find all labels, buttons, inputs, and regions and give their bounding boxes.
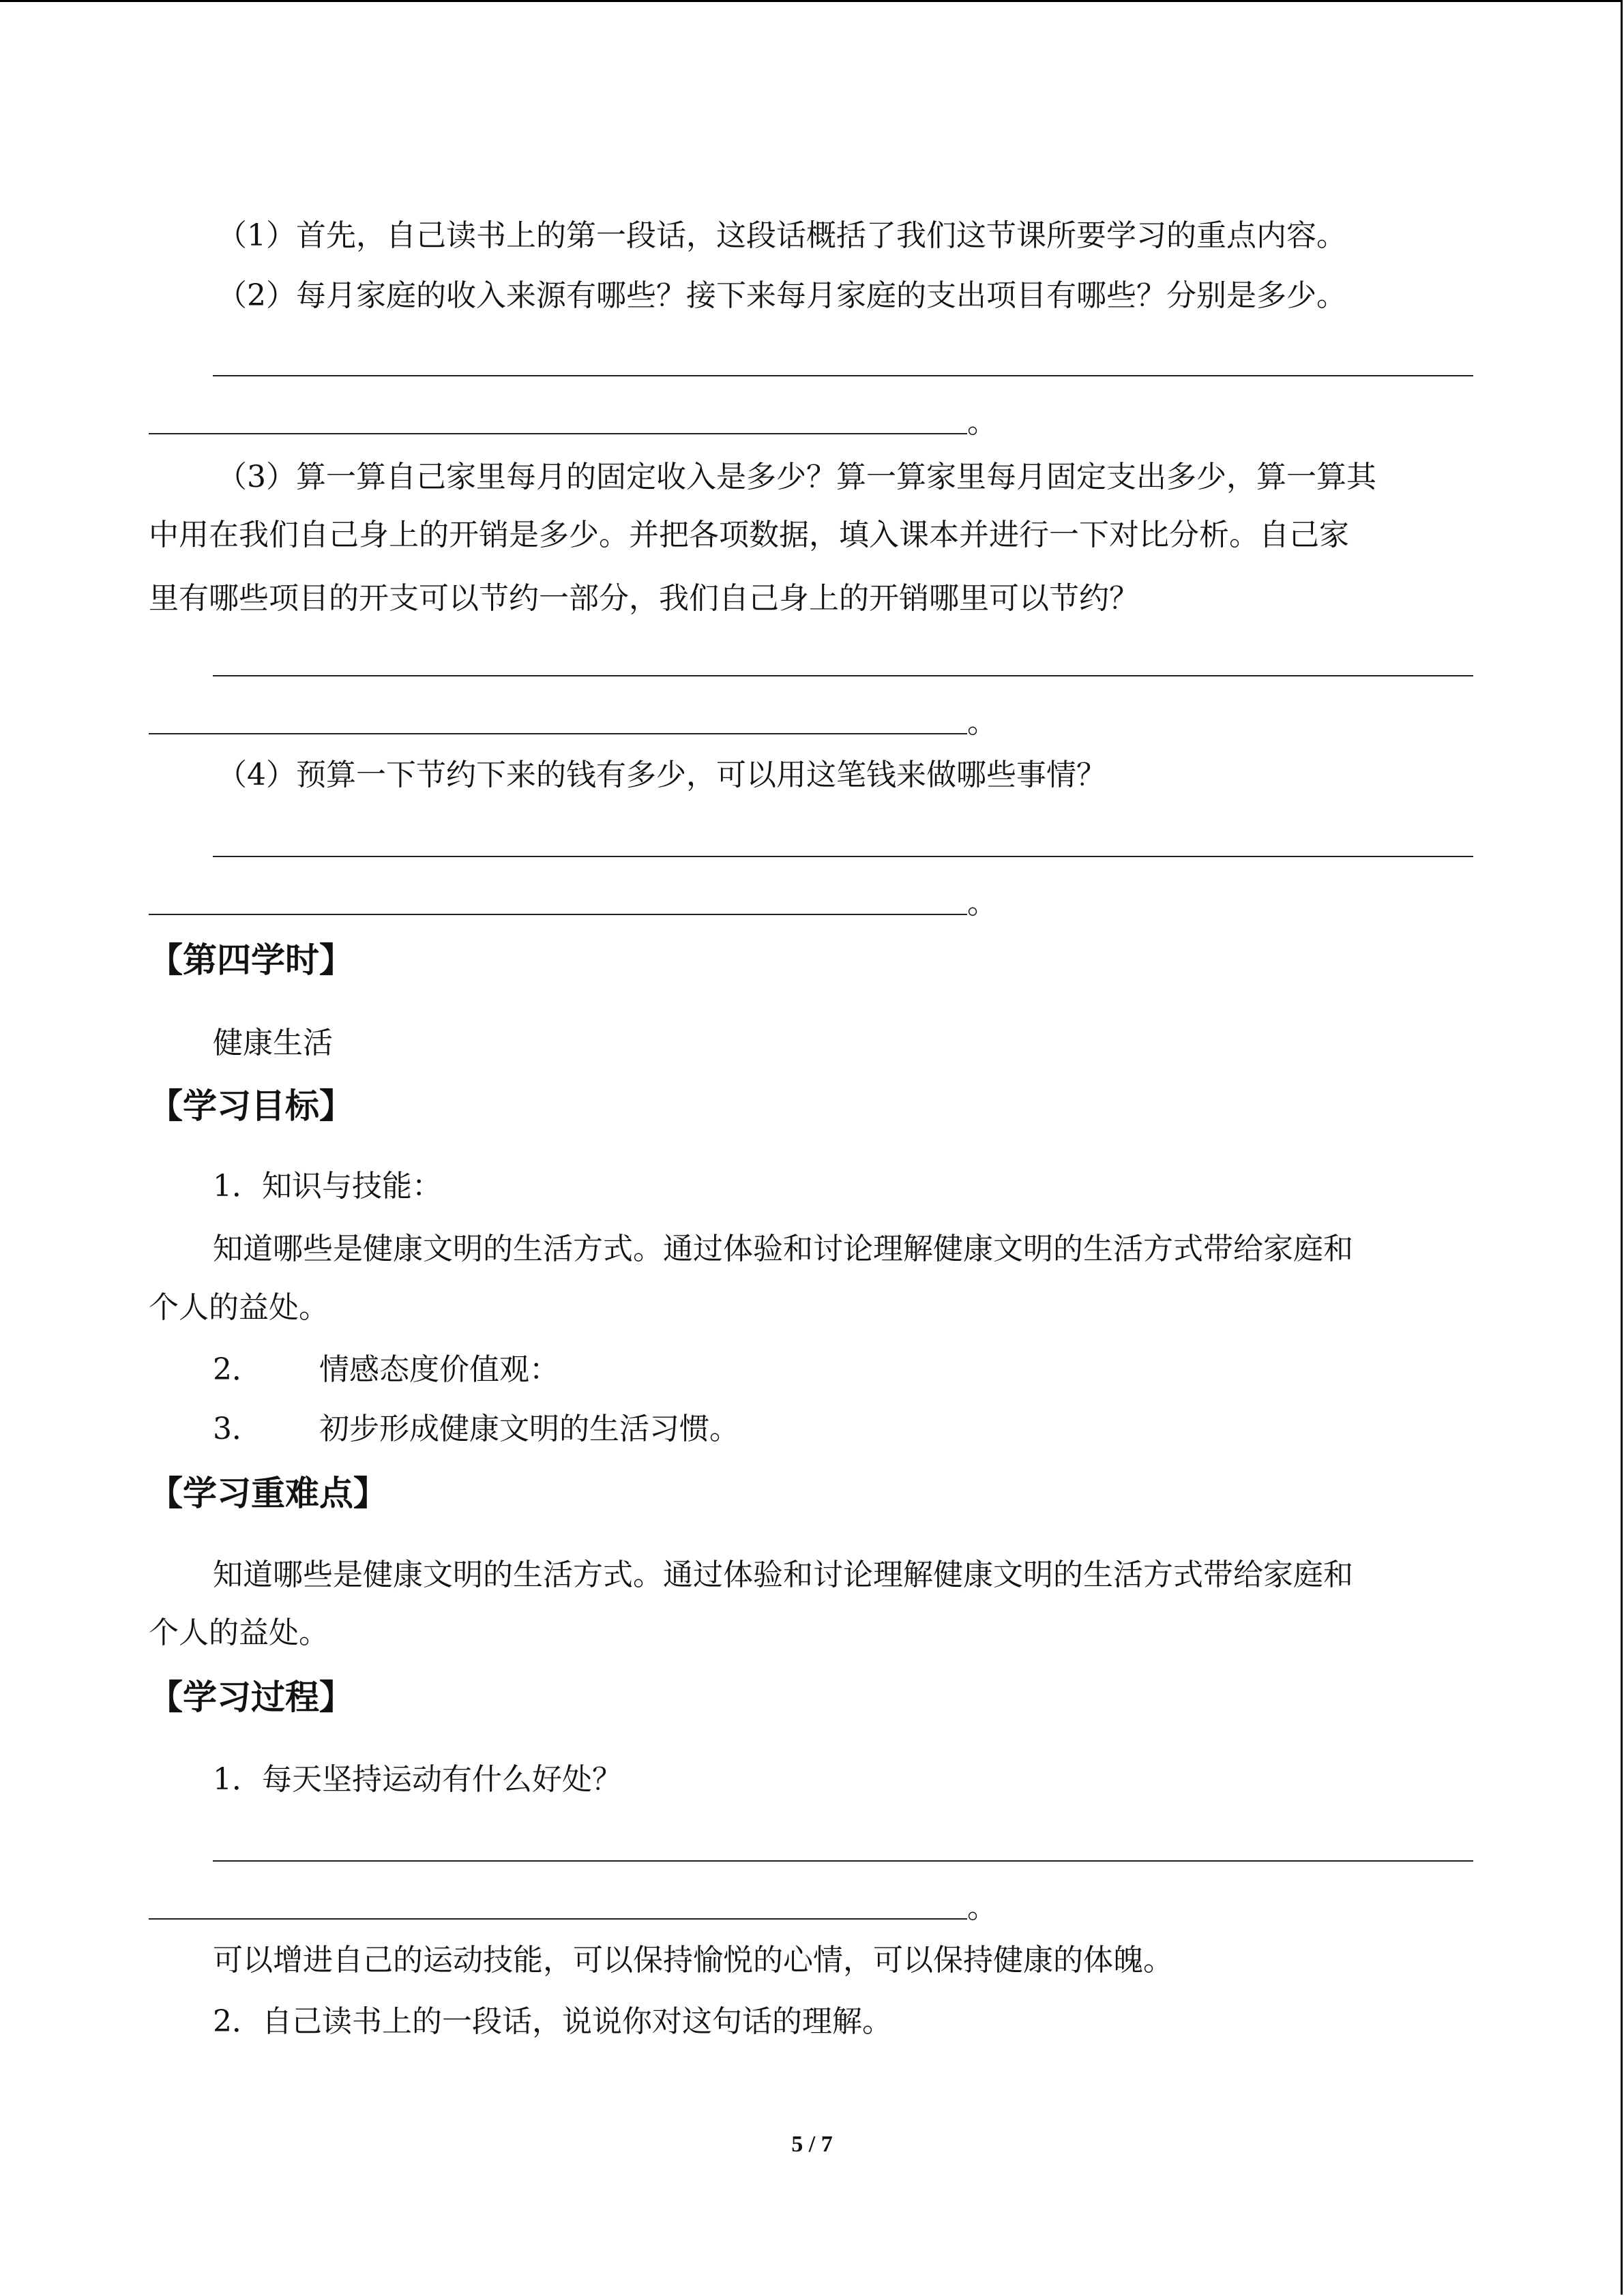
lesson-4-heading: 【第四学时】: [149, 940, 353, 980]
period-mark: 。: [967, 405, 997, 440]
period-mark: 。: [967, 705, 997, 740]
page-number: 5 / 7: [791, 2132, 833, 2157]
question-1-text: （1）首先，自己读书上的第一段话，这段话概括了我们这节课所要学习的重点内容。: [217, 218, 1346, 253]
objective-2-text: 情感态度价值观：: [319, 1352, 559, 1387]
question-2-text: （2）每月家庭的收入来源有哪些？接下来每月家庭的支出项目有哪些？分别是多少。: [217, 278, 1346, 313]
objective-2-number: 2．: [213, 1352, 262, 1387]
objective-3-number: 3．: [213, 1412, 262, 1446]
answer-line[interactable]: [213, 856, 1473, 857]
answer-line[interactable]: [149, 1918, 967, 1920]
objectives-heading: 【学习目标】: [149, 1086, 353, 1126]
answer-line[interactable]: [213, 1860, 1473, 1862]
objective-1-text-line-1: 知道哪些是健康文明的生活方式。通过体验和讨论理解健康文明的生活方式带给家庭和: [213, 1232, 1353, 1266]
keypoints-heading: 【学习重难点】: [149, 1474, 387, 1513]
answer-line[interactable]: [149, 733, 967, 734]
process-question-2: 2．自己读书上的一段话，说说你对这句话的理解。: [213, 2004, 892, 2039]
process-heading: 【学习过程】: [149, 1678, 353, 1717]
objective-1-title: 1．知识与技能：: [213, 1169, 442, 1204]
answer-line[interactable]: [149, 433, 967, 434]
question-3-line-1: （3）算一算自己家里每月的固定收入是多少？算一算家里每月固定支出多少，算一算其: [217, 460, 1376, 494]
period-mark: 。: [967, 886, 997, 921]
answer-line[interactable]: [213, 375, 1473, 376]
process-question-1: 1．每天坚持运动有什么好处？: [213, 1762, 622, 1797]
lesson-4-topic: 健康生活: [213, 1026, 333, 1060]
answer-line[interactable]: [149, 914, 967, 915]
question-3-line-3: 里有哪些项目的开支可以节约一部分，我们自己身上的开销哪里可以节约？: [149, 581, 1139, 616]
keypoints-text-line-1: 知道哪些是健康文明的生活方式。通过体验和讨论理解健康文明的生活方式带给家庭和: [213, 1557, 1353, 1592]
process-answer-1: 可以增进自己的运动技能，可以保持愉悦的心情，可以保持健康的体魄。: [213, 1943, 1173, 1978]
keypoints-text-line-2: 个人的益处。: [149, 1615, 329, 1650]
answer-line[interactable]: [213, 675, 1473, 676]
period-mark: 。: [967, 1890, 997, 1925]
question-3-line-2: 中用在我们自己身上的开销是多少。并把各项数据，填入课本并进行一下对比分析。自己家: [149, 518, 1349, 552]
objective-1-text-line-2: 个人的益处。: [149, 1290, 329, 1325]
question-4-text: （4）预算一下节约下来的钱有多少，可以用这笔钱来做哪些事情？: [217, 758, 1106, 792]
objective-3-text: 初步形成健康文明的生活习惯。: [319, 1412, 739, 1446]
